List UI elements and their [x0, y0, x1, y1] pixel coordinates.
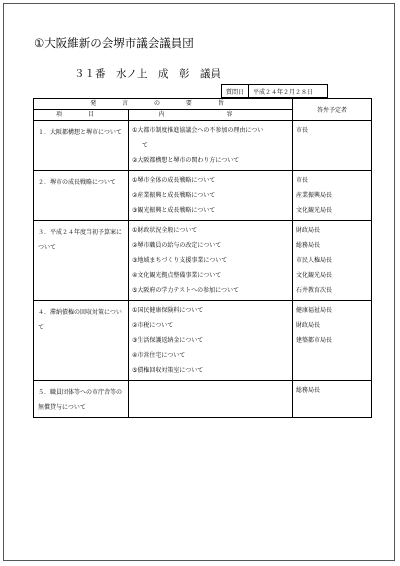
- responder-line: 健康福祉局長: [296, 307, 333, 314]
- responder-line: 文化観光局長: [296, 207, 333, 214]
- responder-cell: [293, 121, 372, 171]
- content-cell: [129, 301, 293, 381]
- responder-cell: [293, 171, 372, 221]
- content-line: ⑤債権回収対策室について: [132, 367, 204, 374]
- responder-cell: [293, 381, 372, 418]
- table-row: [34, 121, 372, 171]
- header-responder: 答弁予定者: [293, 99, 372, 121]
- content-line: ②大阪都構想と堺市の関わり方について: [132, 157, 240, 164]
- speech-summary-table: [33, 98, 372, 418]
- responder-line: 市長: [296, 127, 309, 134]
- header-content: 内 容: [129, 110, 293, 121]
- responder-line: 文化観光局長: [296, 272, 333, 279]
- content-cell: [129, 221, 293, 301]
- responder-line: 財政局長: [296, 227, 321, 234]
- responder-line: 産業振興局長: [296, 192, 333, 199]
- item-cell: ５．職員団体等への市庁舎等の無償貸与について: [34, 381, 129, 418]
- responder-line: 市民人権局長: [296, 257, 333, 264]
- responder-line: 財政局長: [296, 322, 321, 329]
- content-line: ④市営住宅について: [132, 352, 186, 359]
- content-line: ④文化観光拠点整備事業について: [132, 272, 222, 279]
- item-cell: １．大阪都構想と堺市について: [34, 121, 129, 171]
- table-row: [34, 221, 372, 301]
- content-line: ①大都市制度推進協議会への不参加の理由につい: [132, 127, 264, 134]
- responder-line: 建築都市局長: [296, 337, 333, 344]
- table-row: [34, 301, 372, 381]
- content-line: ①国民健康保険料について: [132, 307, 204, 314]
- question-date-label: 質問日: [222, 85, 249, 98]
- responder-line: 総務局長: [296, 242, 321, 249]
- content-line: ②堺市職員の給与の改定について: [132, 242, 222, 249]
- content-line: ②市税について: [132, 322, 174, 329]
- content-line: ①堺市全体の成長戦略について: [132, 177, 216, 184]
- responder-line: 石井教育次長: [296, 287, 333, 294]
- party-name: ①大阪維新の会堺市議会議員団: [34, 36, 194, 50]
- responder-cell: [293, 301, 372, 381]
- responder-line: 市長: [296, 177, 309, 184]
- item-cell: ４．滞納債権の回収対策について: [34, 301, 129, 381]
- header-item: 項 目: [34, 110, 129, 121]
- question-date-value: 平成２４年２月２８日: [249, 85, 328, 98]
- responder-cell: [293, 221, 372, 301]
- content-line: ②産業振興と成長戦略について: [132, 192, 216, 199]
- table-row: [34, 381, 372, 418]
- content-line: ③観光振興と成長戦略について: [132, 207, 216, 214]
- header-group: 発 言 の 要 旨: [34, 99, 293, 110]
- table-row: [34, 171, 372, 221]
- content-line: ③生活保護返納金について: [132, 337, 204, 344]
- member-line: ３１番 水ノ上 成 彰 議員: [74, 68, 221, 80]
- content-cell: [129, 121, 293, 171]
- item-cell: ３．平成２４年度当初予算案について: [34, 221, 129, 301]
- item-cell: ２．堺市の成長戦略について: [34, 171, 129, 221]
- content-cell: [129, 171, 293, 221]
- content-line: ③地域まちづくり支援事業について: [132, 257, 228, 264]
- content-line: ⑤大阪府の学力テストへの参加について: [132, 287, 240, 294]
- content-cell: [129, 381, 293, 418]
- responder-line: 総務局長: [296, 387, 321, 394]
- question-date-table: [221, 84, 328, 98]
- content-line: ①財政状況全般について: [132, 227, 198, 234]
- content-line: て: [142, 142, 149, 149]
